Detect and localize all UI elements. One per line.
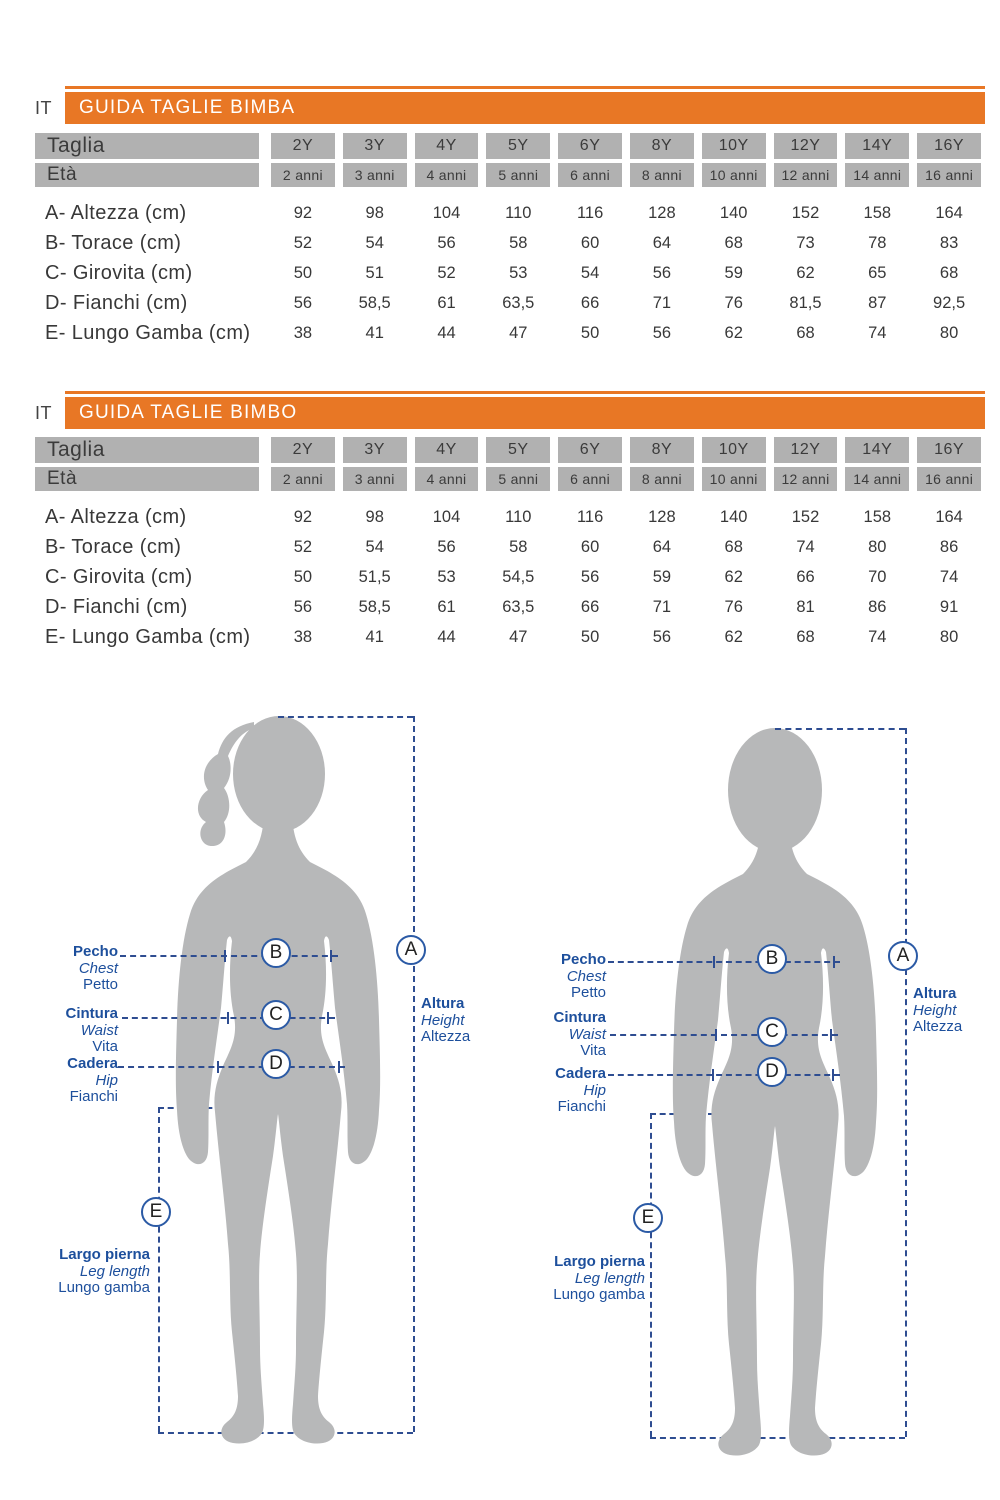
- measure-value: 59: [652, 567, 672, 586]
- size-header-row: [35, 437, 985, 463]
- measure-value: 38: [293, 627, 313, 646]
- size-header-row: [35, 133, 985, 159]
- measure-value: 47: [509, 627, 528, 646]
- measure-value: 140: [719, 203, 748, 222]
- chest-marker: B: [261, 938, 291, 968]
- chest-label: Pecho Chest Petto: [560, 951, 606, 1001]
- body: [673, 826, 877, 1456]
- measure-value: 140: [719, 507, 748, 526]
- measure-value: 73: [796, 233, 815, 252]
- measure-value: 63,5: [502, 293, 535, 312]
- measure-value: 80: [939, 323, 959, 342]
- measure-value: 56: [293, 293, 313, 312]
- measure-value: 56: [652, 263, 672, 282]
- measure-value: 104: [432, 507, 461, 526]
- age-cell: 6 anni: [558, 467, 622, 491]
- measure-value: 47: [509, 323, 528, 342]
- hip-tick-left: [712, 1069, 714, 1081]
- chest-line: [120, 955, 338, 957]
- leg-label: Largo pierna Leg length Lungo gamba: [553, 1253, 645, 1303]
- measure-value: 62: [724, 567, 743, 586]
- measure-value: 50: [293, 263, 313, 282]
- measure-value: 52: [437, 263, 456, 282]
- measure-value: 60: [580, 537, 600, 556]
- size-cell: 3Y: [343, 133, 407, 159]
- measure-value: 61: [437, 293, 456, 312]
- measure-value: 56: [437, 537, 456, 556]
- measure-row: [35, 592, 985, 622]
- measure-value: 44: [437, 323, 456, 342]
- leg-length-line: [650, 1113, 652, 1437]
- chest-line: [608, 961, 840, 963]
- age-cell: 4 anni: [415, 467, 479, 491]
- measure-label: E- Lungo Gamba (cm): [45, 625, 251, 648]
- waist-tick-right: [327, 1012, 329, 1024]
- hip-tick-right: [338, 1061, 340, 1073]
- size-cell: 5Y: [486, 133, 550, 159]
- age-header-row: [35, 467, 985, 491]
- measure-value: 66: [580, 293, 600, 312]
- measure-row: [35, 198, 985, 228]
- hip-marker: D: [261, 1049, 291, 1079]
- chest-tick-left: [224, 950, 226, 962]
- language-label: IT: [35, 98, 52, 118]
- measure-value: 62: [724, 323, 743, 342]
- height-marker: A: [396, 935, 426, 965]
- measure-value: 62: [796, 263, 815, 282]
- waist-label: Cintura Waist Vita: [553, 1009, 606, 1059]
- measure-value: 64: [652, 537, 672, 556]
- leg-marker: E: [141, 1197, 171, 1227]
- measure-value: 152: [791, 507, 820, 526]
- chest-tick-right: [330, 950, 332, 962]
- measure-value: 92,5: [933, 293, 966, 312]
- measure-value: 50: [580, 627, 600, 646]
- measure-value: 80: [939, 627, 959, 646]
- measure-value: 116: [576, 203, 604, 222]
- section-title-banner: GUIDA TAGLIE BIMBA: [65, 92, 985, 124]
- measure-value: 74: [868, 627, 887, 646]
- age-cell: 6 anni: [558, 163, 622, 187]
- waist-tick-left: [715, 1029, 717, 1041]
- measure-value: 53: [509, 263, 528, 282]
- age-header-label: Età: [35, 467, 259, 491]
- size-cell: 5Y: [486, 437, 550, 463]
- language-label: IT: [35, 403, 52, 423]
- height-marker: A: [888, 941, 918, 971]
- size-cell: 12Y: [774, 437, 838, 463]
- measure-value: 56: [437, 233, 456, 252]
- leg-marker: E: [633, 1203, 663, 1233]
- age-cell: 8 anni: [630, 163, 694, 187]
- age-cell: 14 anni: [845, 467, 909, 491]
- measure-value: 68: [796, 323, 815, 342]
- chest-marker: B: [757, 944, 787, 974]
- measure-value: 58,5: [358, 597, 391, 616]
- head-top-line: [278, 716, 413, 718]
- size-cell: 10Y: [702, 437, 766, 463]
- measure-value: 51: [365, 263, 384, 282]
- measure-row: [35, 288, 985, 318]
- size-cell: 2Y: [271, 133, 335, 159]
- measure-value: 83: [939, 233, 959, 252]
- size-cell: 14Y: [845, 437, 909, 463]
- measure-row: [35, 562, 985, 592]
- body: [176, 814, 380, 1444]
- measure-value: 80: [868, 537, 887, 556]
- hip-line: [118, 1066, 345, 1068]
- size-cell: 12Y: [774, 133, 838, 159]
- measure-value: 116: [576, 507, 604, 526]
- measure-value: 81: [796, 597, 815, 616]
- measure-value: 41: [365, 323, 384, 342]
- measure-label: C- Girovita (cm): [45, 565, 193, 588]
- measure-row: [35, 502, 985, 532]
- measure-row: [35, 318, 985, 348]
- hip-marker: D: [757, 1057, 787, 1087]
- measure-value: 110: [505, 203, 532, 222]
- measure-value: 52: [293, 233, 313, 252]
- age-cell: 5 anni: [486, 163, 550, 187]
- measure-value: 50: [580, 323, 600, 342]
- measure-value: 92: [293, 507, 313, 526]
- measure-value: 74: [868, 323, 887, 342]
- height-label: Altura Height Altezza: [913, 985, 963, 1035]
- age-cell: 10 anni: [702, 163, 766, 187]
- waist-label: Cintura Waist Vita: [65, 1005, 118, 1055]
- age-cell: 12 anni: [774, 163, 838, 187]
- measure-value: 128: [648, 507, 676, 526]
- measurement-rows: [35, 198, 985, 348]
- measure-value: 66: [580, 597, 600, 616]
- divider-line: [65, 391, 985, 394]
- waist-line: [610, 1034, 838, 1036]
- measure-value: 76: [724, 597, 743, 616]
- measure-value: 92: [293, 203, 313, 222]
- section-title-banner: GUIDA TAGLIE BIMBO: [65, 397, 985, 429]
- measure-label: B- Torace (cm): [45, 231, 182, 254]
- measure-value: 60: [580, 233, 600, 252]
- age-cell: 4 anni: [415, 163, 479, 187]
- measure-value: 152: [791, 203, 820, 222]
- measure-label: D- Fianchi (cm): [45, 291, 188, 314]
- measure-label: A- Altezza (cm): [45, 201, 187, 224]
- measure-value: 38: [293, 323, 313, 342]
- measure-value: 56: [580, 567, 600, 586]
- chest-tick-left: [713, 956, 715, 968]
- measure-value: 78: [868, 233, 887, 252]
- hip-label: Cadera Hip Fianchi: [555, 1065, 606, 1115]
- measure-value: 54: [365, 233, 384, 252]
- hip-label: Cadera Hip Fianchi: [67, 1055, 118, 1105]
- measure-value: 63,5: [502, 597, 535, 616]
- measure-label: B- Torace (cm): [45, 535, 182, 558]
- measure-value: 68: [724, 537, 743, 556]
- height-label: Altura Height Altezza: [421, 995, 471, 1045]
- measure-value: 158: [863, 203, 892, 222]
- measure-value: 65: [868, 263, 887, 282]
- measure-value: 110: [505, 507, 532, 526]
- measure-label: A- Altezza (cm): [45, 505, 187, 528]
- measurement-rows: [35, 502, 985, 652]
- waist-tick-right: [830, 1029, 832, 1041]
- size-header-label: Taglia: [35, 133, 259, 159]
- measure-value: 91: [939, 597, 959, 616]
- measure-row: [35, 258, 985, 288]
- measure-value: 158: [863, 507, 892, 526]
- measure-value: 58: [509, 537, 528, 556]
- measure-value: 56: [293, 597, 313, 616]
- size-cell: 2Y: [271, 437, 335, 463]
- waist-tick-left: [227, 1012, 229, 1024]
- age-header-row: [35, 163, 985, 187]
- divider-line: [65, 86, 985, 89]
- age-cell: 3 anni: [343, 163, 407, 187]
- measure-value: 52: [293, 537, 313, 556]
- measure-label: E- Lungo Gamba (cm): [45, 321, 251, 344]
- measure-value: 59: [724, 263, 743, 282]
- size-cell: 16Y: [917, 133, 981, 159]
- age-cell: 2 anni: [271, 163, 335, 187]
- leg-label: Largo pierna Leg length Lungo gamba: [58, 1246, 150, 1296]
- measure-value: 68: [724, 233, 743, 252]
- measure-row: [35, 228, 985, 258]
- measure-row: [35, 622, 985, 652]
- measure-value: 61: [437, 597, 456, 616]
- age-cell: 2 anni: [271, 467, 335, 491]
- measure-value: 74: [939, 567, 959, 586]
- leg-length-line: [158, 1107, 160, 1432]
- measure-value: 54: [580, 263, 600, 282]
- measure-value: 81,5: [789, 293, 822, 312]
- size-cell: 10Y: [702, 133, 766, 159]
- measure-value: 54,5: [502, 567, 535, 586]
- size-cell: 6Y: [558, 437, 622, 463]
- age-cell: 3 anni: [343, 467, 407, 491]
- height-line: [905, 728, 907, 1437]
- size-header-label: Taglia: [35, 437, 259, 463]
- size-cell: 4Y: [415, 437, 479, 463]
- size-cell: 16Y: [917, 437, 981, 463]
- measure-value: 51,5: [358, 567, 391, 586]
- hip-tick-right: [832, 1069, 834, 1081]
- size-cell: 4Y: [415, 133, 479, 159]
- measure-value: 56: [652, 323, 672, 342]
- measure-value: 86: [939, 537, 959, 556]
- size-cell: 8Y: [630, 437, 694, 463]
- measure-value: 68: [796, 627, 815, 646]
- measure-value: 64: [652, 233, 672, 252]
- measure-value: 98: [365, 203, 384, 222]
- age-cell: 14 anni: [845, 163, 909, 187]
- age-cell: 5 anni: [486, 467, 550, 491]
- hip-line: [608, 1074, 840, 1076]
- age-header-label: Età: [35, 163, 259, 187]
- age-cell: 16 anni: [917, 467, 981, 491]
- measure-value: 56: [652, 627, 672, 646]
- measure-value: 98: [365, 507, 384, 526]
- measure-value: 74: [796, 537, 815, 556]
- measure-value: 58: [509, 233, 528, 252]
- measure-label: C- Girovita (cm): [45, 261, 193, 284]
- size-cell: 8Y: [630, 133, 694, 159]
- size-cell: 3Y: [343, 437, 407, 463]
- measure-value: 53: [437, 567, 456, 586]
- measure-value: 87: [868, 293, 887, 312]
- measure-label: D- Fianchi (cm): [45, 595, 188, 618]
- measure-value: 62: [724, 627, 743, 646]
- measure-value: 104: [432, 203, 461, 222]
- measure-value: 164: [935, 203, 963, 222]
- height-line: [413, 716, 415, 1432]
- chest-label: Pecho Chest Petto: [72, 943, 118, 993]
- measure-value: 70: [868, 567, 887, 586]
- chest-tick-right: [833, 956, 835, 968]
- age-cell: 16 anni: [917, 163, 981, 187]
- measure-value: 71: [652, 597, 672, 616]
- age-cell: 12 anni: [774, 467, 838, 491]
- waist-marker: C: [757, 1017, 787, 1047]
- hip-tick-left: [217, 1061, 219, 1073]
- measure-value: 58,5: [358, 293, 391, 312]
- measure-row: [35, 532, 985, 562]
- waist-marker: C: [261, 1000, 291, 1030]
- size-cell: 14Y: [845, 133, 909, 159]
- measure-value: 76: [724, 293, 743, 312]
- measure-value: 50: [293, 567, 313, 586]
- measure-value: 66: [796, 567, 815, 586]
- measure-value: 71: [652, 293, 672, 312]
- measure-value: 44: [437, 627, 456, 646]
- measure-value: 86: [868, 597, 887, 616]
- age-cell: 8 anni: [630, 467, 694, 491]
- measure-value: 41: [365, 627, 384, 646]
- measure-value: 68: [939, 263, 959, 282]
- measure-value: 164: [935, 507, 963, 526]
- measure-value: 128: [648, 203, 676, 222]
- age-cell: 10 anni: [702, 467, 766, 491]
- measure-value: 54: [365, 537, 384, 556]
- head-top-line: [775, 728, 905, 730]
- size-cell: 6Y: [558, 133, 622, 159]
